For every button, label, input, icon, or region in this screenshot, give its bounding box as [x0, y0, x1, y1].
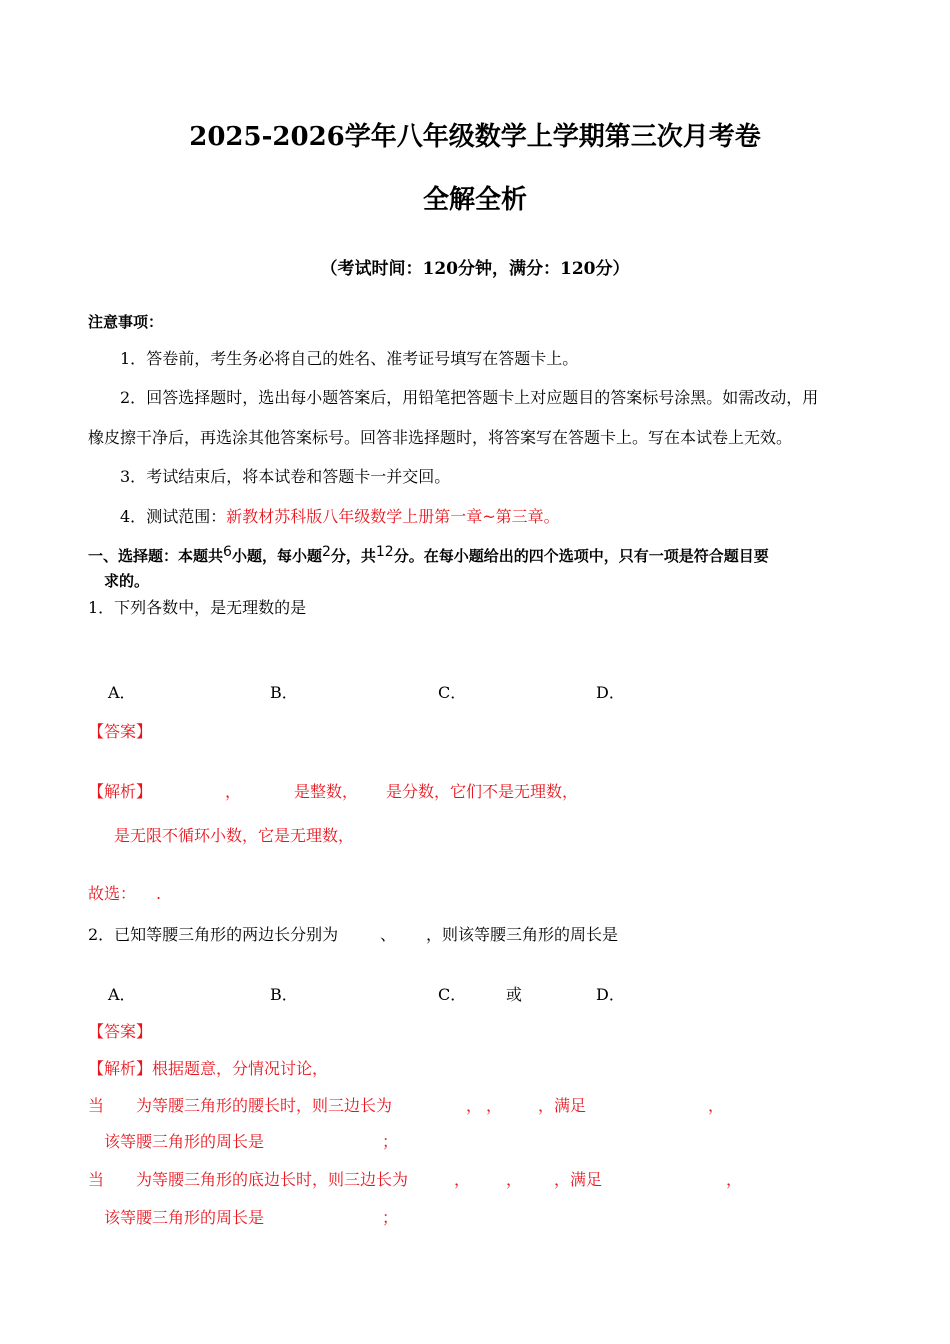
case2-condition: 为等腰三角形的底边长时，则三边长为: [136, 1170, 409, 1189]
section-text: 分。在每小题给出的四个选项中，只有一项是符合题目要: [393, 547, 769, 565]
case2-perimeter: 该等腰三角形的周长是: [104, 1208, 265, 1227]
section-heading-continued: 求的。: [104, 572, 150, 590]
section-text: 小题，每小题: [231, 547, 322, 565]
q2-option-d: D．: [596, 985, 625, 1004]
q1-option-a: A．: [108, 683, 136, 702]
q1-option-d: D．: [596, 683, 625, 702]
case1-perimeter: 该等腰三角形的周长是: [104, 1132, 265, 1151]
notice-text: 回答选择题时，选出每小题答案后，用铅笔把答题卡上对应题目的答案标号涂黑。如需改动，用: [146, 388, 819, 407]
q2-option-b: B．: [270, 985, 298, 1004]
document-title: 2025-2026学年八年级数学上学期第三次月考卷: [189, 122, 761, 152]
case2-comma-3: ，: [726, 1170, 743, 1189]
section-text: 分，共: [330, 547, 376, 565]
case2-satisfy: ，满足: [554, 1170, 603, 1189]
q2-option-c: C．: [438, 985, 467, 1004]
q1-analysis-comma: ，: [225, 782, 242, 801]
notice-text: 考试结束后，将本试卷和答题卡一并交回。: [146, 467, 451, 486]
notice-item-3: [120, 467, 450, 487]
q1-option-b: B．: [270, 683, 298, 702]
section-heading: [88, 546, 769, 567]
notice-text: 测试范围：: [146, 507, 227, 526]
q1-option-c: C．: [438, 683, 467, 702]
case1-comma-1: ，: [466, 1096, 483, 1115]
case1-satisfy: ，满足: [538, 1096, 587, 1115]
test-scope: 新教材苏科版八年级数学上册第一章~第三章。: [226, 507, 560, 526]
q1-choose-label: 故选：: [88, 884, 137, 903]
notice-item-4: [120, 507, 560, 527]
question-2-stem-part2: ，则该等腰三角形的周长是: [426, 925, 619, 944]
q1-analysis-integer: 是整数，: [294, 782, 359, 801]
notice-number: 4．: [120, 507, 147, 526]
notice-number: 2．: [120, 388, 147, 407]
notice-heading: 注意事项：: [88, 313, 164, 331]
section-text: 一、选择题：本题共: [88, 547, 224, 565]
case2-semicolon: ；: [382, 1208, 399, 1227]
case2-comma-2: ，: [506, 1170, 523, 1189]
points-each: 2: [321, 544, 331, 560]
q1-choose-end: .: [156, 884, 162, 903]
question-2-separator: 、: [380, 925, 397, 944]
question-count: 6: [223, 544, 232, 560]
q2-analysis-label: 【解析】: [88, 1059, 153, 1078]
exam-info: （考试时间：120分钟，满分：120分）: [320, 259, 630, 279]
notice-number: 3．: [120, 467, 147, 486]
q1-analysis-irrational: 是无限不循环小数，它是无理数，: [114, 826, 355, 845]
q1-analysis-label: 【解析】: [88, 782, 153, 801]
case1-semicolon: ；: [382, 1132, 399, 1151]
notice-item-1: [120, 349, 578, 369]
q2-analysis: [88, 1059, 328, 1079]
notice-item-2-continued: 橡皮擦干净后，再选涂其他答案标号。回答非选择题时，将答案写在答题卡上。写在本试卷上无效。: [88, 428, 793, 447]
question-1-stem: 1．下列各数中，是无理数的是: [88, 598, 307, 617]
question-2-stem-part1: 2．已知等腰三角形的两边长分别为: [88, 925, 339, 944]
q2-analysis-intro: 根据题意，分情况讨论，: [152, 1059, 329, 1078]
notice-item-2: [120, 388, 818, 408]
case2-when: 当: [88, 1170, 105, 1189]
q1-analysis-fraction: 是分数，它们不是无理数，: [386, 782, 579, 801]
q2-option-c-or: 或: [506, 985, 523, 1004]
case1-condition: 为等腰三角形的腰长时，则三边长为: [136, 1096, 393, 1115]
document-subtitle: 全解全析: [422, 185, 527, 215]
q2-option-a: A．: [108, 985, 136, 1004]
case1-comma-2: ，: [486, 1096, 503, 1115]
notice-text: 答卷前，考生务必将自己的姓名、准考证号填写在答题卡上。: [146, 349, 579, 368]
case1-when: 当: [88, 1096, 105, 1115]
points-total: 12: [375, 544, 394, 560]
q2-answer-label: 【答案】: [88, 1022, 153, 1041]
notice-number: 1．: [120, 349, 147, 368]
case1-comma-3: ，: [708, 1096, 725, 1115]
q1-answer-label: 【答案】: [88, 722, 153, 741]
case2-comma-1: ，: [454, 1170, 471, 1189]
